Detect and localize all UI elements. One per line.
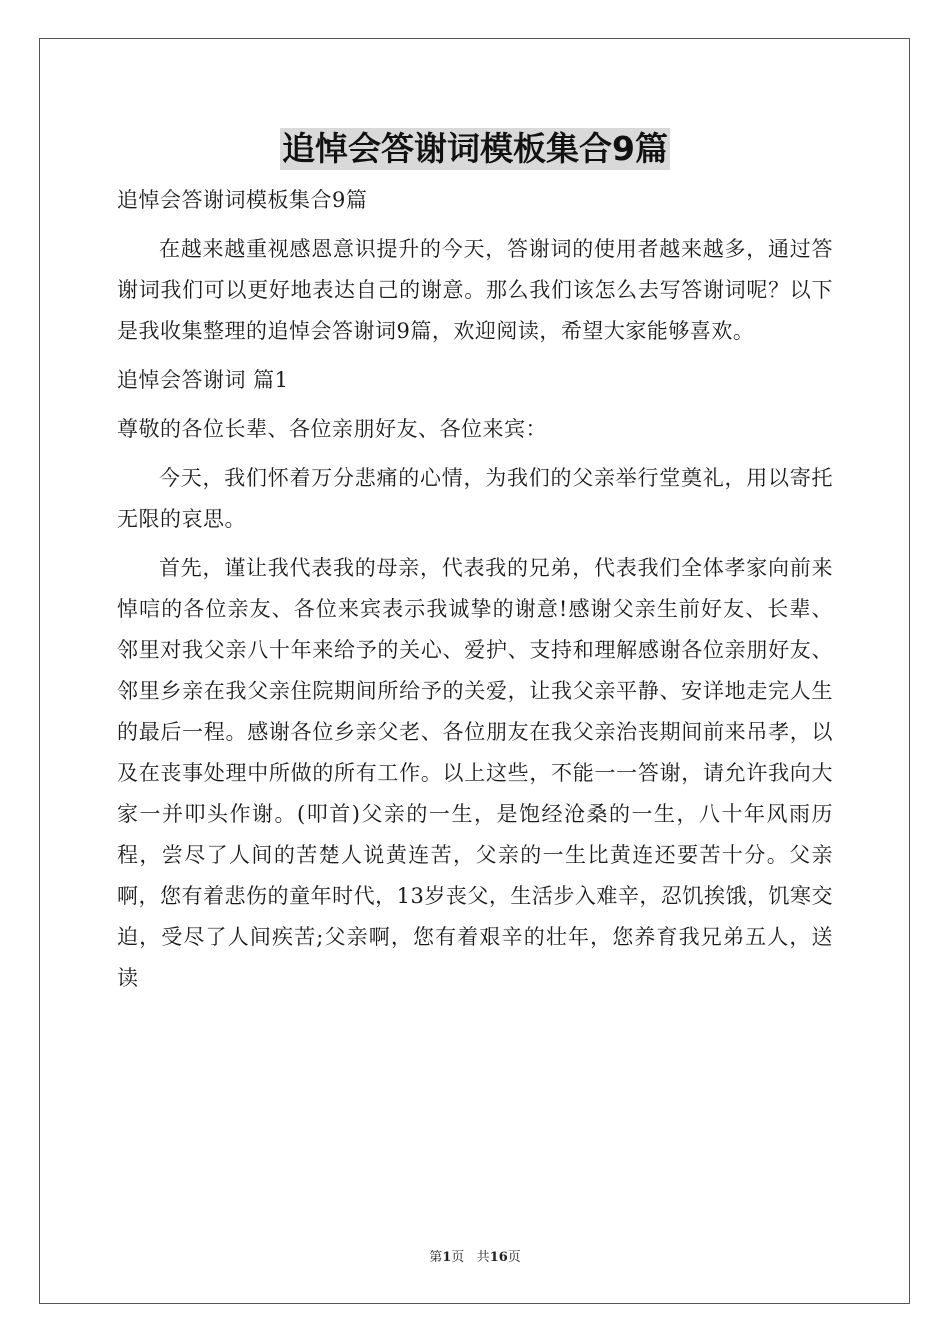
footer-page-prefix: 第 xyxy=(429,1250,443,1265)
footer-total-suffix: 页 xyxy=(507,1250,521,1265)
section-heading: 追悼会答谢词 篇1 xyxy=(117,368,289,392)
document-title: 追悼会答谢词模板集合9篇 xyxy=(282,129,668,168)
page-footer xyxy=(0,1246,950,1265)
footer-page-number: 1 xyxy=(442,1250,452,1265)
title-container xyxy=(0,128,950,170)
footer-total-pages: 16 xyxy=(489,1250,508,1265)
paragraph: 在越来越重视感恩意识提升的今天，答谢词的使用者越来越多，通过答谢词我们可以更好地表达自己的谢意。那么我们该怎么去写答谢词呢？以下是我收集整理的追悼会答谢词9篇，欢迎阅读，希望大家能够喜欢。 xyxy=(117,237,833,343)
paragraph: 追悼会答谢词模板集合9篇 xyxy=(117,188,368,212)
footer-total-prefix: 共 xyxy=(476,1250,490,1265)
paragraph: 首先，谨让我代表我的母亲，代表我的兄弟，代表我们全体孝家向前来悼唁的各位亲友、各位来宾表示我诚挚的谢意!感谢父亲生前好友、长辈、邻里对我父亲八十年来给予的关心、爱护、支持和理解感谢各位亲朋好友、邻里乡亲在我父亲住院期间所给予的关爱，让我父亲平静、安详地走完人生的最后一程。感谢各位乡亲父老、各位朋友在我父亲治丧期间前来吊孝，以及在丧事处理中所做的所有工作。以上这些，不能一一答谢，请允许我向大家一并叩头作谢。(叩首)父亲的一生，是饱经沧桑的一生，八十年风雨历程，尝尽了人间的苦楚人说黄连苦，父亲的一生比黄连还要苦十分。父亲啊，您有着悲伤的童年时代，13岁丧父，生活步入难辛，忍饥挨饿，饥寒交迫，受尽了人间疾苦;父亲啊，您有着艰辛的壮年，您养育我兄弟五人，送读 xyxy=(117,556,833,990)
paragraph: 今天，我们怀着万分悲痛的心情，为我们的父亲举行堂奠礼，用以寄托无限的哀思。 xyxy=(117,466,833,531)
salutation: 尊敬的各位长辈、各位亲朋好友、各位来宾： xyxy=(117,417,547,441)
document-body xyxy=(117,180,833,1007)
footer-page-suffix: 页 xyxy=(451,1250,465,1265)
